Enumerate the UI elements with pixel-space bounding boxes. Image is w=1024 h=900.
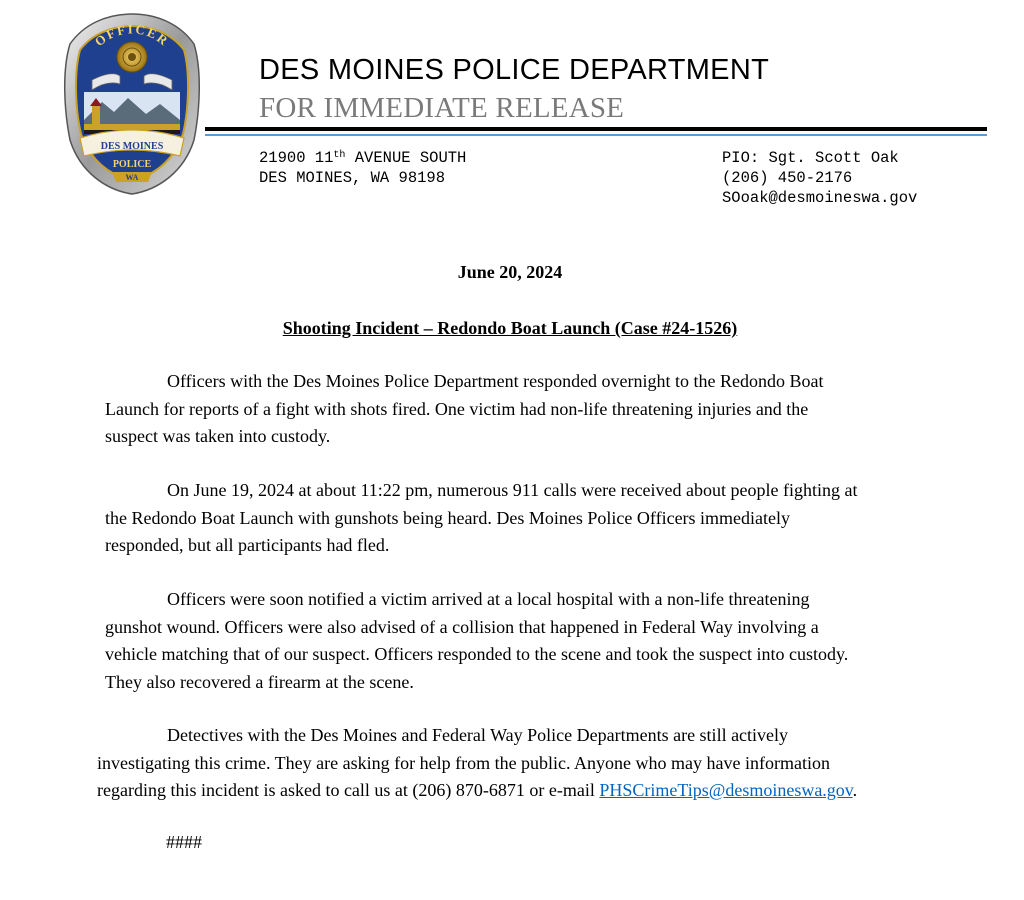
end-of-release-mark: #### <box>166 832 202 852</box>
address-line-2: DES MOINES, WA 98198 <box>259 169 446 187</box>
paragraph-line: Launch for reports of a fight with shots fired. One victim had non-life threatening injuries and the <box>105 398 809 419</box>
pio-contact <box>722 148 917 208</box>
release-date: June 20, 2024 <box>457 262 563 282</box>
paragraph-line: gunshot wound. Officers were also advised of a collision that happened in Federal Way involving a <box>105 616 819 637</box>
header-rule-black <box>205 127 987 131</box>
paragraph-line: Detectives with the Des Moines and Federal Way Police Departments are still actively <box>167 725 789 745</box>
paragraph-line: On June 19, 2024 at about 11:22 pm, numerous 911 calls were received about people fighting at <box>167 480 858 500</box>
paragraph-line: responded, but all participants had fled. <box>105 535 390 555</box>
paragraph-line: regarding this incident is asked to call us at (206) 870-6871 or e-mail PHSCrimeTips@desmoineswa.gov. <box>97 780 858 800</box>
badge-state-text: WA <box>125 173 139 182</box>
paragraph-line: the Redondo Boat Launch with gunshots being heard. Des Moines Police Officers immediately <box>105 507 791 528</box>
paragraph-4 <box>97 722 857 805</box>
paragraph-2 <box>105 477 858 560</box>
badge-ribbon-text-2: POLICE <box>112 159 152 170</box>
crime-tips-email-link[interactable]: PHSCrimeTips@desmoineswa.gov <box>599 780 853 800</box>
paragraph-line: vehicle matching that of our suspect. Officers responded to the scene and took the suspect into custody. <box>105 644 849 664</box>
department-address <box>259 148 466 188</box>
paragraph-line: suspect was taken into custody. <box>105 426 331 446</box>
paragraph-line: Officers with the Des Moines Police Department responded overnight to the Redondo Boat <box>167 371 824 391</box>
release-headline: Shooting Incident – Redondo Boat Launch (Case #24-1526) <box>282 318 738 338</box>
police-badge-logo <box>62 10 202 196</box>
badge-ribbon-text: DES MOINES <box>100 141 164 152</box>
header-rule-blue <box>205 134 987 136</box>
address-line-1: 21900 11th AVENUE SOUTH <box>259 149 467 167</box>
badge-top-text: OFFICER <box>91 21 173 50</box>
release-label: FOR IMMEDIATE RELEASE <box>259 92 625 124</box>
pio-email: SOoak@desmoineswa.gov <box>722 189 918 207</box>
paragraph-line: They also recovered a firearm at the scene. <box>105 671 414 692</box>
paragraph-3 <box>105 586 848 696</box>
pio-phone: (206) 450-2176 <box>722 169 853 187</box>
paragraph-line: investigating this crime. They are asking for help from the public. Anyone who may have information <box>97 752 830 773</box>
department-title: DES MOINES POLICE DEPARTMENT <box>259 54 770 86</box>
paragraph-line: Officers were soon notified a victim arrived at a local hospital with a non-life threatening <box>167 589 810 609</box>
paragraph-1 <box>105 368 824 451</box>
pio-name: PIO: Sgt. Scott Oak <box>722 149 899 167</box>
